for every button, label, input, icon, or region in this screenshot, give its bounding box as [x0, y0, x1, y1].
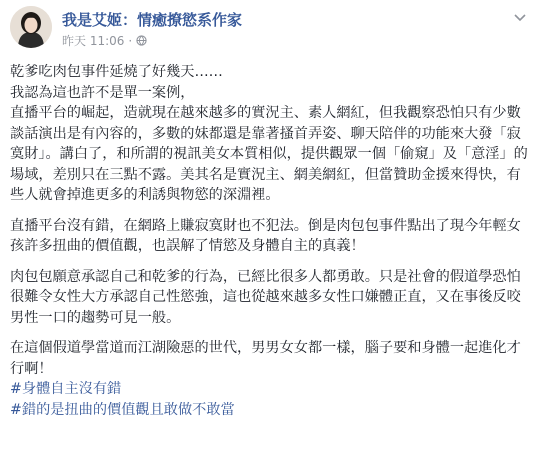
post-timestamp[interactable]: 昨天 11:06	[62, 34, 125, 48]
post-paragraph: 在這個假道學當道而江湖險惡的世代，男男女女都一樣，腦子要和身體一起進化才行啊！	[10, 340, 521, 377]
post-body	[10, 62, 534, 420]
post-meta	[62, 32, 147, 49]
post-paragraph: 乾爹吃肉包事件延燒了好幾天…… 我認為這也許不是單一案例， 直播平台的崛起，造就現在越來越多的實況主、素人網紅，但我觀察恐怕只有少數談話演出是有內容的，多數的妹都還是靠著搔首弄姿、聊天陪伴的功能來大發「寂寞財」。講白了，和所謂的視訊美女本質相似，提供觀眾一個「偷窺」及「意淫」的場域，差別只在三點不露。美其名是實況主、網美網紅，但當贊助金援來得快，有些人就會掉進更多的利誘與物慾的深淵裡。	[10, 64, 528, 203]
post-options-chevron[interactable]	[510, 12, 530, 24]
chevron-down-icon	[514, 14, 526, 22]
post-paragraph: 直播平台沒有錯，在網路上賺寂寞財也不犯法。倒是肉包包事件點出了現今年輕女孩許多扭曲的價值觀，也誤解了情慾及身體自主的真義！	[10, 217, 521, 254]
post-header	[10, 6, 534, 54]
author-avatar[interactable]	[10, 6, 52, 48]
hashtag-link[interactable]: #身體自主沒有錯	[10, 381, 122, 397]
globe-icon[interactable]	[136, 35, 147, 46]
post-paragraph: 肉包包願意承認自己和乾爹的行為，已經比很多人都勇敢。只是社會的假道學恐怕很難令女性大方承認自己性慾強，這也從越來越多女性口嫌體正直，又在事後反咬男性一口的趨勢可見一般。	[10, 268, 521, 326]
author-name-link[interactable]: 我是艾姬：情癒撩慾系作家	[62, 11, 243, 29]
hashtag-link[interactable]: #錯的是扭曲的價值觀且敢做不敢當	[10, 401, 235, 418]
dot-separator: ·	[128, 33, 133, 48]
